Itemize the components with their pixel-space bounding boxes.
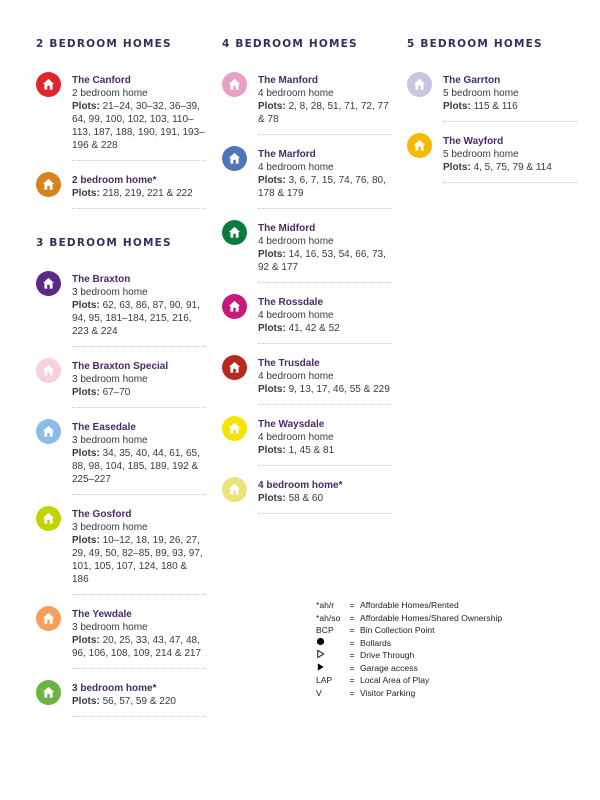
home-description: 2 bedroom home — [72, 88, 148, 99]
plots-value: 21–24, 30–32, 36–39, 64, 99, 100, 102, 103, 110–113, 187, 188, 190, 191, 193–196 & 228 — [72, 101, 205, 151]
house-icon — [36, 358, 61, 383]
home-entry — [407, 74, 577, 122]
plots-line — [72, 100, 206, 161]
site-plan-key — [316, 599, 566, 699]
house-icon — [36, 172, 61, 197]
key-equals: = — [349, 625, 355, 635]
key-abbreviation: V — [316, 687, 322, 698]
plots-line — [72, 447, 206, 495]
section-title-3-bedroom: 3 BEDROOM HOMES — [36, 237, 172, 249]
key-row — [316, 674, 566, 687]
garage-access-triangle-icon — [316, 662, 344, 675]
plots-line — [258, 248, 392, 283]
house-icon — [407, 133, 432, 158]
house-icon — [36, 606, 61, 631]
key-equals: = — [349, 637, 355, 648]
home-list-4-bedroom — [222, 74, 392, 514]
house-icon — [222, 355, 247, 380]
home-description: 3 bedroom home — [72, 287, 148, 298]
home-description: 4 bedroom home — [258, 432, 334, 443]
key-equals: = — [349, 650, 355, 660]
house-icon — [36, 72, 61, 97]
column-left — [36, 38, 206, 730]
plots-value: 218, 219, 221 & 222 — [102, 188, 193, 199]
home-entry — [222, 74, 392, 135]
plots-line — [72, 534, 206, 595]
home-name: The Braxton Special — [72, 361, 169, 372]
home-name: The Waysdale — [258, 419, 325, 430]
column-middle — [222, 38, 392, 527]
key-meaning: Drive Through — [360, 650, 415, 660]
plots-label: Plots: — [258, 175, 286, 186]
home-name: 3 bedroom home* — [72, 683, 157, 694]
key-abbreviation: LAP — [316, 675, 333, 685]
home-entry — [36, 421, 206, 495]
plots-label: Plots: — [443, 101, 471, 112]
plots-label: Plots: — [72, 188, 100, 199]
key-meaning: Local Area of Play — [360, 675, 430, 685]
home-description: 4 bedroom home — [258, 236, 334, 247]
home-description: 5 bedroom home — [443, 88, 519, 99]
plots-label: Plots: — [72, 696, 100, 707]
home-name: The Canford — [72, 75, 131, 86]
plots-value: 34, 35, 40, 44, 61, 65, 88, 98, 104, 185, 189, 192 & 225–227 — [72, 448, 200, 485]
drive-through-triangle-icon — [316, 649, 344, 662]
home-name: The Marford — [258, 149, 316, 160]
house-icon — [407, 72, 432, 97]
plots-line — [443, 100, 577, 122]
home-list-3-bedroom — [36, 273, 206, 717]
home-name: The Yewdale — [72, 609, 132, 620]
plots-label: Plots: — [72, 387, 100, 398]
home-name: The Braxton — [72, 274, 131, 285]
home-entry — [222, 148, 392, 209]
house-icon — [222, 146, 247, 171]
plots-label: Plots: — [258, 101, 286, 112]
home-list-5-bedroom — [407, 74, 577, 183]
home-name: The Easedale — [72, 422, 136, 433]
home-entry — [222, 222, 392, 283]
house-icon — [36, 419, 61, 444]
plots-value: 4, 5, 75, 79 & 114 — [473, 162, 552, 173]
key-row — [316, 624, 566, 637]
home-description: 3 bedroom home — [72, 374, 148, 385]
house-icon — [222, 477, 247, 502]
key-equals: = — [349, 675, 355, 685]
plots-value: 115 & 116 — [473, 101, 518, 112]
plots-line — [258, 492, 392, 514]
house-icon — [222, 72, 247, 97]
key-equals: = — [349, 687, 355, 698]
plots-label: Plots: — [258, 384, 286, 395]
key-equals: = — [349, 662, 355, 673]
plots-line — [72, 695, 206, 717]
plots-value: 3, 6, 7, 15, 74, 76, 80, 178 & 179 — [258, 175, 386, 199]
plots-label: Plots: — [72, 300, 100, 311]
key-row — [316, 649, 566, 662]
house-icon — [222, 294, 247, 319]
plots-label: Plots: — [72, 535, 100, 546]
home-description: 4 bedroom home — [258, 371, 334, 382]
plots-line — [72, 299, 206, 347]
plots-value: 10–12, 18, 19, 26, 27, 29, 49, 50, 82–85, 89, 93, 97, 101, 105, 107, 124, 180 & 186 — [72, 535, 203, 585]
key-meaning: Affordable Homes/Rented — [360, 600, 459, 610]
home-description: 3 bedroom home — [72, 522, 148, 533]
plots-line — [72, 634, 206, 669]
plots-line — [258, 444, 392, 466]
home-description: 4 bedroom home — [258, 162, 334, 173]
plots-value: 14, 16, 53, 54, 66, 73, 92 & 177 — [258, 249, 386, 273]
plots-line — [258, 383, 392, 405]
plots-value: 1, 45 & 81 — [288, 445, 335, 456]
key-abbreviation: BCP — [316, 625, 334, 635]
key-meaning: Garage access — [360, 662, 418, 673]
home-name: The Manford — [258, 75, 318, 86]
house-icon — [36, 680, 61, 705]
key-abbreviation: *ah/so — [316, 612, 341, 623]
house-icon — [36, 506, 61, 531]
home-entry — [36, 174, 206, 209]
home-description: 3 bedroom home — [72, 622, 148, 633]
plots-value: 58 & 60 — [288, 493, 324, 504]
home-description: 4 bedroom home — [258, 310, 334, 321]
section-title-2-bedroom: 2 BEDROOM HOMES — [36, 38, 172, 50]
home-name: The Gosford — [72, 509, 132, 520]
home-description: 4 bedroom home — [258, 88, 334, 99]
plots-label: Plots: — [72, 101, 100, 112]
plots-label: Plots: — [258, 493, 286, 504]
home-name: The Trusdale — [258, 358, 320, 369]
plots-label: Plots: — [258, 323, 286, 334]
home-entry — [222, 479, 392, 514]
home-entry — [36, 608, 206, 669]
plots-label: Plots: — [258, 445, 286, 456]
key-meaning: Bin Collection Point — [360, 625, 435, 635]
house-icon — [36, 271, 61, 296]
home-entry — [407, 135, 577, 183]
house-icon — [222, 416, 247, 441]
home-entry — [36, 74, 206, 161]
key-abbreviation: *ah/r — [316, 600, 335, 610]
bollard-dot-icon — [316, 637, 344, 650]
plots-value: 2, 8, 28, 51, 71, 72, 77 & 78 — [258, 101, 389, 125]
plots-label: Plots: — [72, 635, 100, 646]
home-name: 4 bedroom home* — [258, 480, 343, 491]
plots-value: 20, 25, 33, 43, 47, 48, 96, 106, 108, 109, 214 & 217 — [72, 635, 201, 659]
key-row — [316, 687, 566, 700]
key-row — [316, 662, 566, 675]
plots-line — [443, 161, 577, 183]
plots-line — [72, 386, 206, 408]
home-entry — [36, 508, 206, 595]
home-description: 3 bedroom home — [72, 435, 148, 446]
home-name: The Garrton — [443, 75, 501, 86]
key-row — [316, 599, 566, 612]
key-meaning: Affordable Homes/Shared Ownership — [360, 612, 503, 623]
section-title-5-bedroom: 5 BEDROOM HOMES — [407, 38, 543, 50]
key-meaning: Bollards — [360, 637, 392, 648]
plots-value: 41, 42 & 52 — [288, 323, 340, 334]
plots-label: Plots: — [72, 448, 100, 459]
key-row — [316, 612, 566, 625]
home-description: 5 bedroom home — [443, 149, 519, 160]
home-entry — [222, 357, 392, 405]
home-name: 2 bedroom home* — [72, 175, 157, 186]
home-entry — [36, 360, 206, 408]
column-right — [407, 38, 577, 196]
plots-value: 62, 63, 86, 87, 90, 91, 94, 95, 181–184, 215, 216, 223 & 224 — [72, 300, 200, 337]
home-name: The Rossdale — [258, 297, 324, 308]
home-name: The Wayford — [443, 136, 504, 147]
plots-value: 67–70 — [102, 387, 131, 398]
home-entry — [222, 418, 392, 466]
home-list-2-bedroom — [36, 74, 206, 209]
plots-line — [258, 100, 392, 135]
key-equals: = — [349, 600, 355, 610]
plots-line — [72, 187, 206, 209]
home-entry — [222, 296, 392, 344]
section-title-4-bedroom: 4 BEDROOM HOMES — [222, 38, 358, 50]
plots-label: Plots: — [443, 162, 471, 173]
key-row — [316, 637, 566, 650]
house-icon — [222, 220, 247, 245]
plots-line — [258, 322, 392, 344]
key-equals: = — [349, 612, 355, 623]
home-entry — [36, 273, 206, 347]
plots-label: Plots: — [258, 249, 286, 260]
home-name: The Midford — [258, 223, 316, 234]
key-meaning: Visitor Parking — [360, 687, 416, 698]
plots-line — [258, 174, 392, 209]
plots-value: 56, 57, 59 & 220 — [102, 696, 176, 707]
plots-value: 9, 13, 17, 46, 55 & 229 — [288, 384, 390, 395]
home-entry — [36, 682, 206, 717]
